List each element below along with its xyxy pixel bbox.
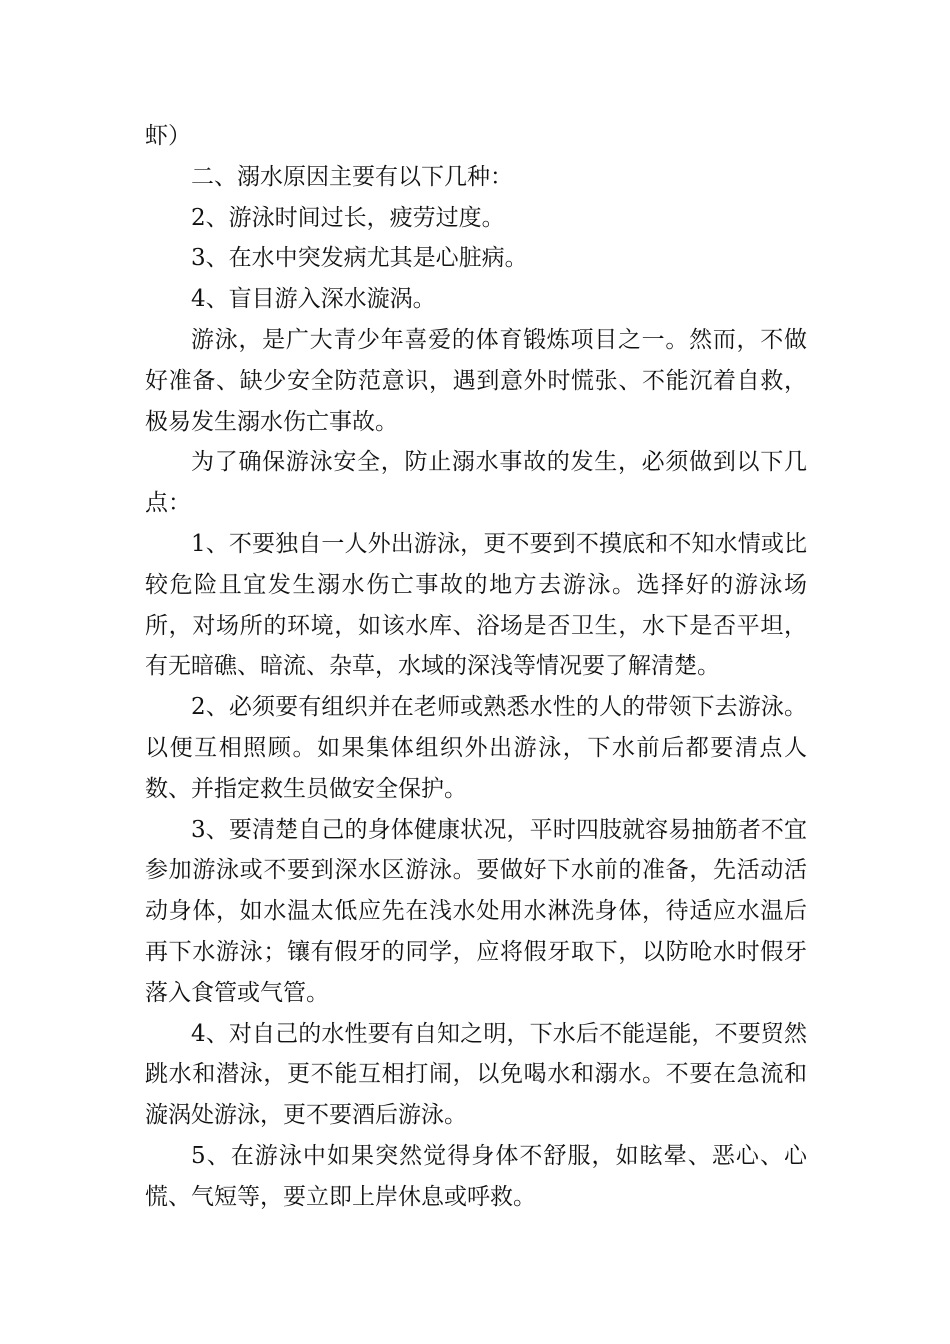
safety-lead-paragraph: 为了确保游泳安全，防止溺水事故的发生，必须做到以下几点： — [145, 449, 807, 517]
section-heading-drowning-causes: 二、溺水原因主要有以下几种： — [191, 163, 513, 190]
cause-item-2: 2、游泳时间过长，疲劳过度。 — [191, 204, 505, 231]
cause-item-4: 4、盲目游入深水漩涡。 — [191, 286, 436, 313]
document-body — [145, 116, 807, 1218]
safety-rule-3: 3、要清楚自己的身体健康状况，平时四肢就容易抽筋者不宜参加游泳或不要到深水区游泳。要做好下水前的准备，先活动活动身体，如水温太低应先在浅水处用水淋洗身体，待适应水温后再下水游泳；镶有假牙的同学，应将假牙取下，以防呛水时假牙落入食管或气管。 — [145, 816, 807, 1006]
cause-item-3: 3、在水中突发病尤其是心脏病。 — [191, 245, 528, 272]
safety-rule-4: 4、对自己的水性要有自知之明，下水后不能逞能，不要贸然跳水和潜泳，更不能互相打闹，以免喝水和溺水。不要在急流和漩涡处游泳，更不要酒后游泳。 — [145, 1020, 807, 1129]
intro-paragraph: 游泳，是广大青少年喜爱的体育锻炼项目之一。然而，不做好准备、缺少安全防范意识，遇到意外时慌张、不能沉着自救，极易发生溺水伤亡事故。 — [145, 326, 807, 435]
safety-rule-2: 2、必须要有组织并在老师或熟悉水性的人的带领下去游泳。以便互相照顾。如果集体组织外出游泳，下水前后都要清点人数、并指定救生员做安全保护。 — [145, 694, 807, 802]
paragraph-continuation: 虾） — [145, 123, 191, 149]
safety-rule-1: 1、不要独自一人外出游泳，更不要到不摸底和不知水情或比较危险且宜发生溺水伤亡事故的地方去游泳。选择好的游泳场所，对场所的环境，如该水库、浴场是否卫生，水下是否平坦，有无暗礁、暗流、杂草，水域的深浅等情况要了解清楚。 — [145, 530, 807, 680]
safety-rule-5: 5、在游泳中如果突然觉得身体不舒服，如眩晕、恶心、心慌、气短等，要立即上岸休息或呼救。 — [145, 1142, 807, 1210]
